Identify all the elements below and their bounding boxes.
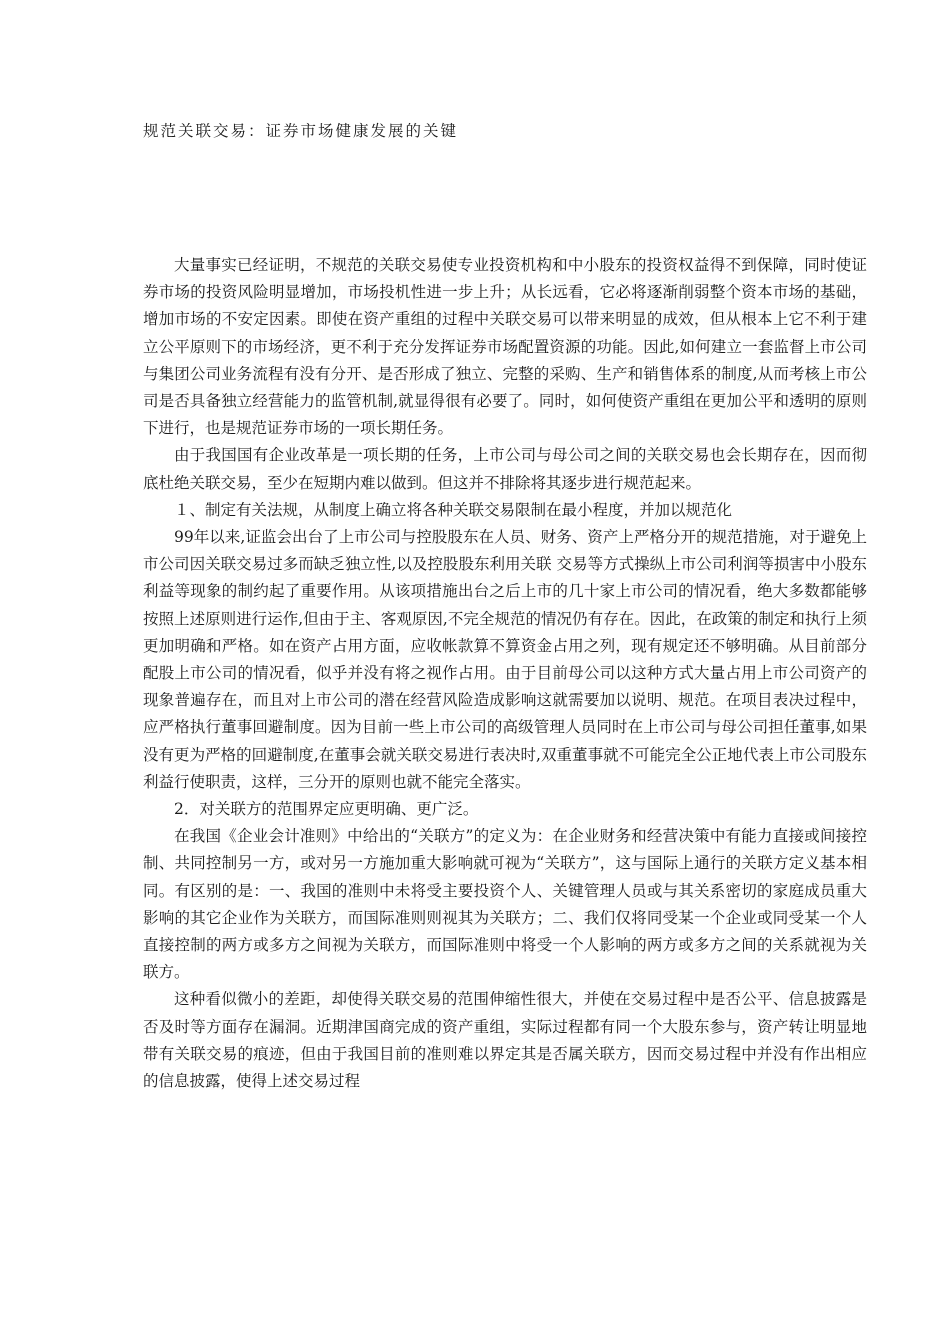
paragraph: 2．对关联方的范围界定应更明确、更广泛。 xyxy=(174,800,479,819)
document-body xyxy=(143,252,867,1095)
paragraph: 大量事实已经证明，不规范的关联交易使专业投资机构和中小股东的投资权益得不到保障，同时使证券市场的投资风险明显增加，市场投机性进一步上升；从长远看，它必将逐渐削弱整个资本市场的基础，增加市场的不安定因素。即使在资产重组的过程中关联交易可以带来明显的成效，但从根本上它不利于建立公平原则下的市场经济，更不利于充分发挥证券市场配置资源的功能。因此,如何建立一套监督上市公司与集团公司业务流程有没有分开、是否形成了独立、完整的采购、生产和销售体系的制度,从而考核上市公司是否具备独立经营能力的监管机制,就显得很有必要了。同时，如何使资产重组在更加公平和透明的原则下进行，也是规范证券市场的一项长期任务。 xyxy=(143,256,867,438)
paragraph: １、制定有关法规，从制度上确立将各种关联交易限制在最小程度，并加以规范化 xyxy=(174,500,733,519)
paragraph: 这种看似微小的差距，却使得关联交易的范围伸缩性很大，并使在交易过程中是否公平、信息披露是否及时等方面存在漏洞。近期津国商完成的资产重组，实际过程都有同一个大股东参与，资产转让明显地带有关联交易的痕迹，但由于我国目前的准则难以界定其是否属关联方，因而交易过程中并没有作出相应的信息披露，使得上述交易过程 xyxy=(143,990,867,1091)
paragraph: 在我国《企业会计准则》中给出的“关联方”的定义为：在企业财务和经营决策中有能力直接或间接控制、共同控制另一方，或对另一方施加重大影响就可视为“关联方”，这与国际上通行的关联方定义基本相同。有区别的是：一、我国的准则中未将受主要投资个人、关键管理人员或与其关系密切的家庭成员重大影响的其它企业作为关联方，而国际准则则视其为关联方；二、我们仅将同受某一个企业或同受某一个人直接控制的两方或多方之间视为关联方，而国际准则中将受一个人影响的两方或多方之间的关系就视为关联方。 xyxy=(143,827,867,982)
document-title: 规范关联交易：证券市场健康发展的关键 xyxy=(143,122,459,140)
paragraph: 99年以来,证监会出台了上市公司与控股股东在人员、财务、资产上严格分开的规范措施，对于避免上市公司因关联交易过多而缺乏独立性,以及控股股东利用关联 交易等方式操纵上市公司利润等损害中小股东利益等现象的制约起了重要作用。从该项措施出台之后上市的几十家上市公司的情况看，绝大多数都能够按照上述原则进行运作,但由于主、客观原因,不完全规范的情况仍有存在。因此，在政策的制定和执行上须更加明确和严格。如在资产占用方面，应收帐款算不算资金占用之列，现有规定还不够明确。从目前部分配股上市公司的情况看，似乎并没有将之视作占用。由于目前母公司以这种方式大量占用上市公司资产的现象普遍存在，而且对上市公司的潜在经营风险造成影响这就需要加以说明、规范。在项目表决过程中，应严格执行董事回避制度。因为目前一些上市公司的高级管理人员同时在上市公司与母公司担任董事,如果没有更为严格的回避制度,在董事会就关联交易进行表决时,双重董事就不可能完全公正地代表上市公司股东利益行使职责，这样，三分开的原则也就不能完全落实。 xyxy=(143,528,867,791)
paragraph: 由于我国国有企业改革是一项长期的任务，上市公司与母公司之间的关联交易也会长期存在，因而彻底杜绝关联交易，至少在短期内难以做到。但这并不排除将其逐步进行规范起来。 xyxy=(143,446,867,492)
